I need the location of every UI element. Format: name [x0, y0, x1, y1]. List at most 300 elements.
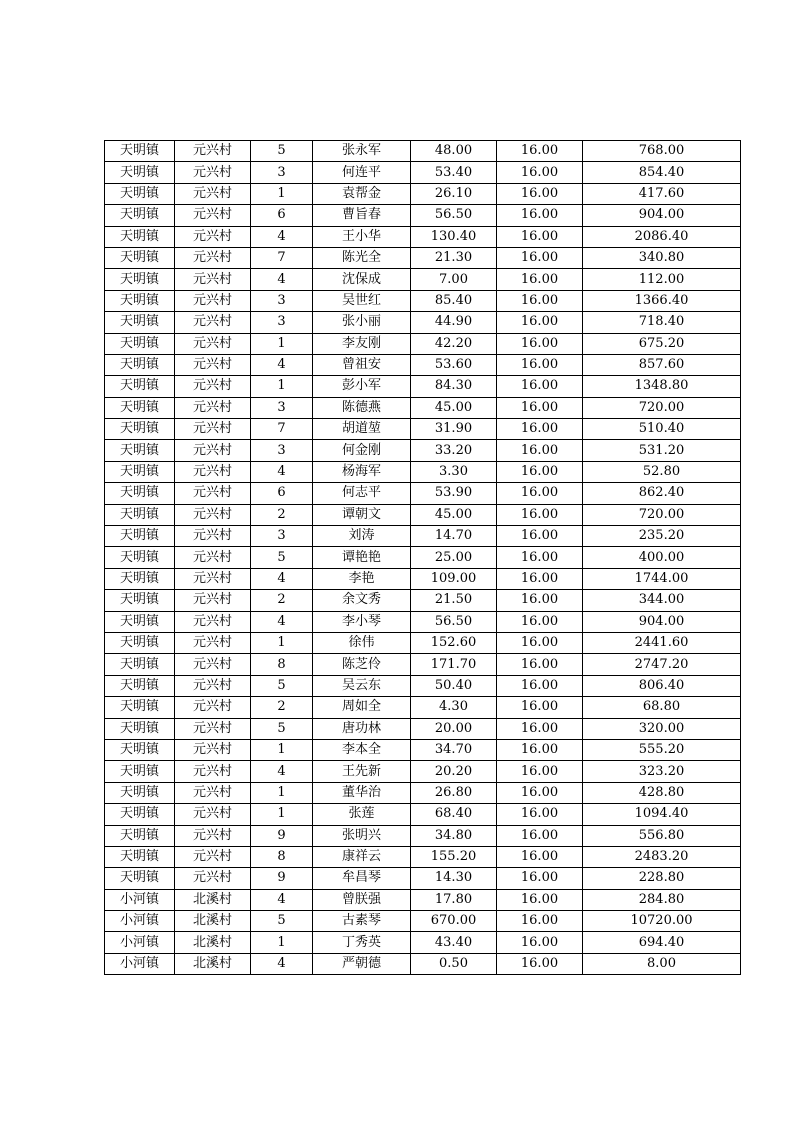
name-cell: 何金刚 — [313, 440, 411, 461]
name-cell: 董华治 — [313, 782, 411, 803]
rate-cell: 16.00 — [497, 868, 583, 889]
name-cell: 何连平 — [313, 162, 411, 183]
table-row — [105, 718, 741, 739]
area-cell: 7.00 — [411, 269, 497, 290]
village-cell: 元兴村 — [175, 397, 251, 418]
rate-cell: 16.00 — [497, 825, 583, 846]
area-cell: 20.20 — [411, 761, 497, 782]
group-cell: 4 — [251, 269, 313, 290]
area-cell: 130.40 — [411, 226, 497, 247]
table-row — [105, 376, 741, 397]
name-cell: 严朝德 — [313, 953, 411, 974]
name-cell: 张小丽 — [313, 312, 411, 333]
name-cell: 陈芝伶 — [313, 654, 411, 675]
amount-cell: 428.80 — [583, 782, 741, 803]
amount-cell: 857.60 — [583, 354, 741, 375]
table-row — [105, 846, 741, 867]
group-cell: 3 — [251, 290, 313, 311]
rate-cell: 16.00 — [497, 846, 583, 867]
amount-cell: 112.00 — [583, 269, 741, 290]
rate-cell: 16.00 — [497, 739, 583, 760]
table-row — [105, 590, 741, 611]
group-cell: 3 — [251, 162, 313, 183]
town-cell: 天明镇 — [105, 333, 175, 354]
town-cell: 天明镇 — [105, 312, 175, 333]
name-cell: 李友刚 — [313, 333, 411, 354]
town-cell: 小河镇 — [105, 932, 175, 953]
village-cell: 元兴村 — [175, 226, 251, 247]
town-cell: 天明镇 — [105, 590, 175, 611]
rate-cell: 16.00 — [497, 205, 583, 226]
amount-cell: 904.00 — [583, 205, 741, 226]
table-row — [105, 547, 741, 568]
amount-cell: 68.80 — [583, 697, 741, 718]
area-cell: 53.60 — [411, 354, 497, 375]
group-cell: 4 — [251, 761, 313, 782]
rate-cell: 16.00 — [497, 141, 583, 162]
village-cell: 元兴村 — [175, 504, 251, 525]
name-cell: 吴世红 — [313, 290, 411, 311]
table-row — [105, 611, 741, 632]
name-cell: 唐功林 — [313, 718, 411, 739]
rate-cell: 16.00 — [497, 290, 583, 311]
group-cell: 2 — [251, 697, 313, 718]
table-row — [105, 697, 741, 718]
amount-cell: 556.80 — [583, 825, 741, 846]
amount-cell: 284.80 — [583, 889, 741, 910]
group-cell: 1 — [251, 932, 313, 953]
table-row — [105, 504, 741, 525]
rate-cell: 16.00 — [497, 632, 583, 653]
table-row — [105, 889, 741, 910]
name-cell: 李小琴 — [313, 611, 411, 632]
rate-cell: 16.00 — [497, 226, 583, 247]
town-cell: 天明镇 — [105, 697, 175, 718]
amount-cell: 718.40 — [583, 312, 741, 333]
table-row — [105, 868, 741, 889]
town-cell: 天明镇 — [105, 483, 175, 504]
town-cell: 小河镇 — [105, 911, 175, 932]
table-row — [105, 226, 741, 247]
amount-cell: 400.00 — [583, 547, 741, 568]
rate-cell: 16.00 — [497, 782, 583, 803]
group-cell: 7 — [251, 247, 313, 268]
town-cell: 天明镇 — [105, 718, 175, 739]
amount-cell: 1348.80 — [583, 376, 741, 397]
amount-cell: 720.00 — [583, 397, 741, 418]
town-cell: 天明镇 — [105, 547, 175, 568]
name-cell: 康祥云 — [313, 846, 411, 867]
table-row — [105, 141, 741, 162]
rate-cell: 16.00 — [497, 333, 583, 354]
rate-cell: 16.00 — [497, 547, 583, 568]
village-cell: 元兴村 — [175, 183, 251, 204]
village-cell: 北溪村 — [175, 889, 251, 910]
group-cell: 4 — [251, 568, 313, 589]
town-cell: 天明镇 — [105, 739, 175, 760]
village-cell: 元兴村 — [175, 868, 251, 889]
town-cell: 天明镇 — [105, 419, 175, 440]
group-cell: 7 — [251, 419, 313, 440]
area-cell: 171.70 — [411, 654, 497, 675]
town-cell: 天明镇 — [105, 226, 175, 247]
amount-cell: 2483.20 — [583, 846, 741, 867]
table-row — [105, 675, 741, 696]
name-cell: 丁秀英 — [313, 932, 411, 953]
village-cell: 元兴村 — [175, 611, 251, 632]
town-cell: 天明镇 — [105, 804, 175, 825]
village-cell: 元兴村 — [175, 526, 251, 547]
group-cell: 5 — [251, 141, 313, 162]
area-cell: 53.90 — [411, 483, 497, 504]
rate-cell: 16.00 — [497, 889, 583, 910]
town-cell: 天明镇 — [105, 611, 175, 632]
name-cell: 王小华 — [313, 226, 411, 247]
rate-cell: 16.00 — [497, 461, 583, 482]
amount-cell: 768.00 — [583, 141, 741, 162]
group-cell: 1 — [251, 333, 313, 354]
rate-cell: 16.00 — [497, 953, 583, 974]
group-cell: 9 — [251, 825, 313, 846]
amount-cell: 862.40 — [583, 483, 741, 504]
amount-cell: 720.00 — [583, 504, 741, 525]
name-cell: 何志平 — [313, 483, 411, 504]
area-cell: 14.70 — [411, 526, 497, 547]
area-cell: 670.00 — [411, 911, 497, 932]
village-cell: 元兴村 — [175, 376, 251, 397]
table-row — [105, 354, 741, 375]
village-cell: 元兴村 — [175, 739, 251, 760]
table-row — [105, 333, 741, 354]
table-row — [105, 419, 741, 440]
town-cell: 天明镇 — [105, 846, 175, 867]
village-cell: 元兴村 — [175, 354, 251, 375]
group-cell: 5 — [251, 718, 313, 739]
amount-cell: 531.20 — [583, 440, 741, 461]
village-cell: 元兴村 — [175, 440, 251, 461]
area-cell: 25.00 — [411, 547, 497, 568]
rate-cell: 16.00 — [497, 932, 583, 953]
amount-cell: 52.80 — [583, 461, 741, 482]
area-cell: 14.30 — [411, 868, 497, 889]
area-cell: 4.30 — [411, 697, 497, 718]
amount-cell: 235.20 — [583, 526, 741, 547]
group-cell: 1 — [251, 782, 313, 803]
town-cell: 天明镇 — [105, 183, 175, 204]
town-cell: 天明镇 — [105, 632, 175, 653]
group-cell: 6 — [251, 483, 313, 504]
name-cell: 牟昌琴 — [313, 868, 411, 889]
group-cell: 3 — [251, 526, 313, 547]
name-cell: 古素琴 — [313, 911, 411, 932]
village-cell: 元兴村 — [175, 312, 251, 333]
area-cell: 56.50 — [411, 205, 497, 226]
rate-cell: 16.00 — [497, 697, 583, 718]
rate-cell: 16.00 — [497, 654, 583, 675]
amount-cell: 1094.40 — [583, 804, 741, 825]
group-cell: 5 — [251, 911, 313, 932]
village-cell: 元兴村 — [175, 483, 251, 504]
rate-cell: 16.00 — [497, 568, 583, 589]
name-cell: 曹旨春 — [313, 205, 411, 226]
area-cell: 50.40 — [411, 675, 497, 696]
table-row — [105, 483, 741, 504]
name-cell: 曾朕强 — [313, 889, 411, 910]
area-cell: 3.30 — [411, 461, 497, 482]
rate-cell: 16.00 — [497, 440, 583, 461]
name-cell: 刘涛 — [313, 526, 411, 547]
table-row — [105, 312, 741, 333]
table-row — [105, 739, 741, 760]
amount-cell: 323.20 — [583, 761, 741, 782]
amount-cell: 694.40 — [583, 932, 741, 953]
village-cell: 元兴村 — [175, 333, 251, 354]
village-cell: 元兴村 — [175, 205, 251, 226]
table-row — [105, 761, 741, 782]
rate-cell: 16.00 — [497, 611, 583, 632]
area-cell: 26.10 — [411, 183, 497, 204]
name-cell: 吴云东 — [313, 675, 411, 696]
amount-cell: 510.40 — [583, 419, 741, 440]
amount-cell: 228.80 — [583, 868, 741, 889]
name-cell: 张明兴 — [313, 825, 411, 846]
town-cell: 天明镇 — [105, 868, 175, 889]
table-row — [105, 804, 741, 825]
name-cell: 余文秀 — [313, 590, 411, 611]
rate-cell: 16.00 — [497, 911, 583, 932]
village-cell: 元兴村 — [175, 718, 251, 739]
group-cell: 3 — [251, 312, 313, 333]
village-cell: 元兴村 — [175, 568, 251, 589]
rate-cell: 16.00 — [497, 183, 583, 204]
area-cell: 34.80 — [411, 825, 497, 846]
amount-cell: 1744.00 — [583, 568, 741, 589]
area-cell: 45.00 — [411, 504, 497, 525]
village-cell: 元兴村 — [175, 461, 251, 482]
amount-cell: 2441.60 — [583, 632, 741, 653]
town-cell: 天明镇 — [105, 247, 175, 268]
name-cell: 谭艳艳 — [313, 547, 411, 568]
table-row — [105, 932, 741, 953]
group-cell: 4 — [251, 354, 313, 375]
village-cell: 元兴村 — [175, 162, 251, 183]
amount-cell: 8.00 — [583, 953, 741, 974]
name-cell: 沈保成 — [313, 269, 411, 290]
rate-cell: 16.00 — [497, 483, 583, 504]
area-cell: 34.70 — [411, 739, 497, 760]
area-cell: 85.40 — [411, 290, 497, 311]
village-cell: 元兴村 — [175, 697, 251, 718]
amount-cell: 555.20 — [583, 739, 741, 760]
town-cell: 天明镇 — [105, 290, 175, 311]
town-cell: 天明镇 — [105, 376, 175, 397]
table-row — [105, 461, 741, 482]
village-cell: 元兴村 — [175, 632, 251, 653]
amount-cell: 344.00 — [583, 590, 741, 611]
group-cell: 3 — [251, 397, 313, 418]
area-cell: 43.40 — [411, 932, 497, 953]
amount-cell: 417.60 — [583, 183, 741, 204]
village-cell: 元兴村 — [175, 675, 251, 696]
group-cell: 1 — [251, 739, 313, 760]
table-row — [105, 825, 741, 846]
table-row — [105, 269, 741, 290]
area-cell: 44.90 — [411, 312, 497, 333]
town-cell: 天明镇 — [105, 761, 175, 782]
area-cell: 21.30 — [411, 247, 497, 268]
table-row — [105, 911, 741, 932]
table-row — [105, 162, 741, 183]
rate-cell: 16.00 — [497, 675, 583, 696]
area-cell: 45.00 — [411, 397, 497, 418]
name-cell: 徐伟 — [313, 632, 411, 653]
town-cell: 天明镇 — [105, 782, 175, 803]
village-cell: 元兴村 — [175, 825, 251, 846]
amount-cell: 675.20 — [583, 333, 741, 354]
group-cell: 1 — [251, 632, 313, 653]
area-cell: 20.00 — [411, 718, 497, 739]
name-cell: 胡道堃 — [313, 419, 411, 440]
area-cell: 155.20 — [411, 846, 497, 867]
area-cell: 53.40 — [411, 162, 497, 183]
name-cell: 张莲 — [313, 804, 411, 825]
group-cell: 5 — [251, 675, 313, 696]
rate-cell: 16.00 — [497, 718, 583, 739]
village-cell: 元兴村 — [175, 547, 251, 568]
table-row — [105, 290, 741, 311]
name-cell: 曾祖安 — [313, 354, 411, 375]
area-cell: 17.80 — [411, 889, 497, 910]
table-row — [105, 632, 741, 653]
area-cell: 21.50 — [411, 590, 497, 611]
group-cell: 6 — [251, 205, 313, 226]
table-row — [105, 654, 741, 675]
village-cell: 元兴村 — [175, 141, 251, 162]
group-cell: 5 — [251, 547, 313, 568]
rate-cell: 16.00 — [497, 397, 583, 418]
town-cell: 天明镇 — [105, 568, 175, 589]
area-cell: 33.20 — [411, 440, 497, 461]
town-cell: 天明镇 — [105, 397, 175, 418]
group-cell: 2 — [251, 504, 313, 525]
area-cell: 109.00 — [411, 568, 497, 589]
table-row — [105, 183, 741, 204]
rate-cell: 16.00 — [497, 761, 583, 782]
name-cell: 陈光全 — [313, 247, 411, 268]
table-row — [105, 205, 741, 226]
town-cell: 天明镇 — [105, 526, 175, 547]
table-row — [105, 247, 741, 268]
town-cell: 天明镇 — [105, 141, 175, 162]
rate-cell: 16.00 — [497, 312, 583, 333]
village-cell: 元兴村 — [175, 846, 251, 867]
name-cell: 杨海军 — [313, 461, 411, 482]
rate-cell: 16.00 — [497, 269, 583, 290]
amount-cell: 2086.40 — [583, 226, 741, 247]
area-cell: 26.80 — [411, 782, 497, 803]
rate-cell: 16.00 — [497, 162, 583, 183]
village-cell: 元兴村 — [175, 290, 251, 311]
group-cell: 8 — [251, 654, 313, 675]
village-cell: 北溪村 — [175, 953, 251, 974]
name-cell: 李艳 — [313, 568, 411, 589]
rate-cell: 16.00 — [497, 354, 583, 375]
area-cell: 56.50 — [411, 611, 497, 632]
village-cell: 元兴村 — [175, 782, 251, 803]
town-cell: 天明镇 — [105, 354, 175, 375]
amount-cell: 904.00 — [583, 611, 741, 632]
village-cell: 元兴村 — [175, 269, 251, 290]
group-cell: 4 — [251, 226, 313, 247]
group-cell: 4 — [251, 611, 313, 632]
table-row — [105, 397, 741, 418]
name-cell: 周如全 — [313, 697, 411, 718]
village-cell: 元兴村 — [175, 654, 251, 675]
group-cell: 9 — [251, 868, 313, 889]
group-cell: 4 — [251, 889, 313, 910]
town-cell: 天明镇 — [105, 461, 175, 482]
village-cell: 元兴村 — [175, 590, 251, 611]
table-row — [105, 782, 741, 803]
group-cell: 4 — [251, 953, 313, 974]
amount-cell: 854.40 — [583, 162, 741, 183]
rate-cell: 16.00 — [497, 247, 583, 268]
name-cell: 张永军 — [313, 141, 411, 162]
area-cell: 84.30 — [411, 376, 497, 397]
town-cell: 天明镇 — [105, 825, 175, 846]
amount-cell: 806.40 — [583, 675, 741, 696]
amount-cell: 2747.20 — [583, 654, 741, 675]
group-cell: 1 — [251, 183, 313, 204]
village-cell: 北溪村 — [175, 932, 251, 953]
town-cell: 小河镇 — [105, 953, 175, 974]
rate-cell: 16.00 — [497, 590, 583, 611]
rate-cell: 16.00 — [497, 419, 583, 440]
village-cell: 元兴村 — [175, 247, 251, 268]
group-cell: 1 — [251, 804, 313, 825]
amount-cell: 10720.00 — [583, 911, 741, 932]
amount-cell: 1366.40 — [583, 290, 741, 311]
amount-cell: 320.00 — [583, 718, 741, 739]
table-row — [105, 440, 741, 461]
town-cell: 天明镇 — [105, 205, 175, 226]
area-cell: 31.90 — [411, 419, 497, 440]
village-cell: 北溪村 — [175, 911, 251, 932]
village-cell: 元兴村 — [175, 761, 251, 782]
group-cell: 1 — [251, 376, 313, 397]
town-cell: 天明镇 — [105, 269, 175, 290]
group-cell: 8 — [251, 846, 313, 867]
group-cell: 2 — [251, 590, 313, 611]
name-cell: 彭小军 — [313, 376, 411, 397]
name-cell: 谭朝文 — [313, 504, 411, 525]
rate-cell: 16.00 — [497, 376, 583, 397]
group-cell: 3 — [251, 440, 313, 461]
table-row — [105, 526, 741, 547]
table-body — [105, 141, 741, 975]
name-cell: 陈德燕 — [313, 397, 411, 418]
data-table — [104, 140, 741, 975]
town-cell: 天明镇 — [105, 654, 175, 675]
area-cell: 0.50 — [411, 953, 497, 974]
area-cell: 42.20 — [411, 333, 497, 354]
rate-cell: 16.00 — [497, 804, 583, 825]
group-cell: 4 — [251, 461, 313, 482]
name-cell: 袁帮金 — [313, 183, 411, 204]
area-cell: 48.00 — [411, 141, 497, 162]
rate-cell: 16.00 — [497, 504, 583, 525]
name-cell: 王先新 — [313, 761, 411, 782]
